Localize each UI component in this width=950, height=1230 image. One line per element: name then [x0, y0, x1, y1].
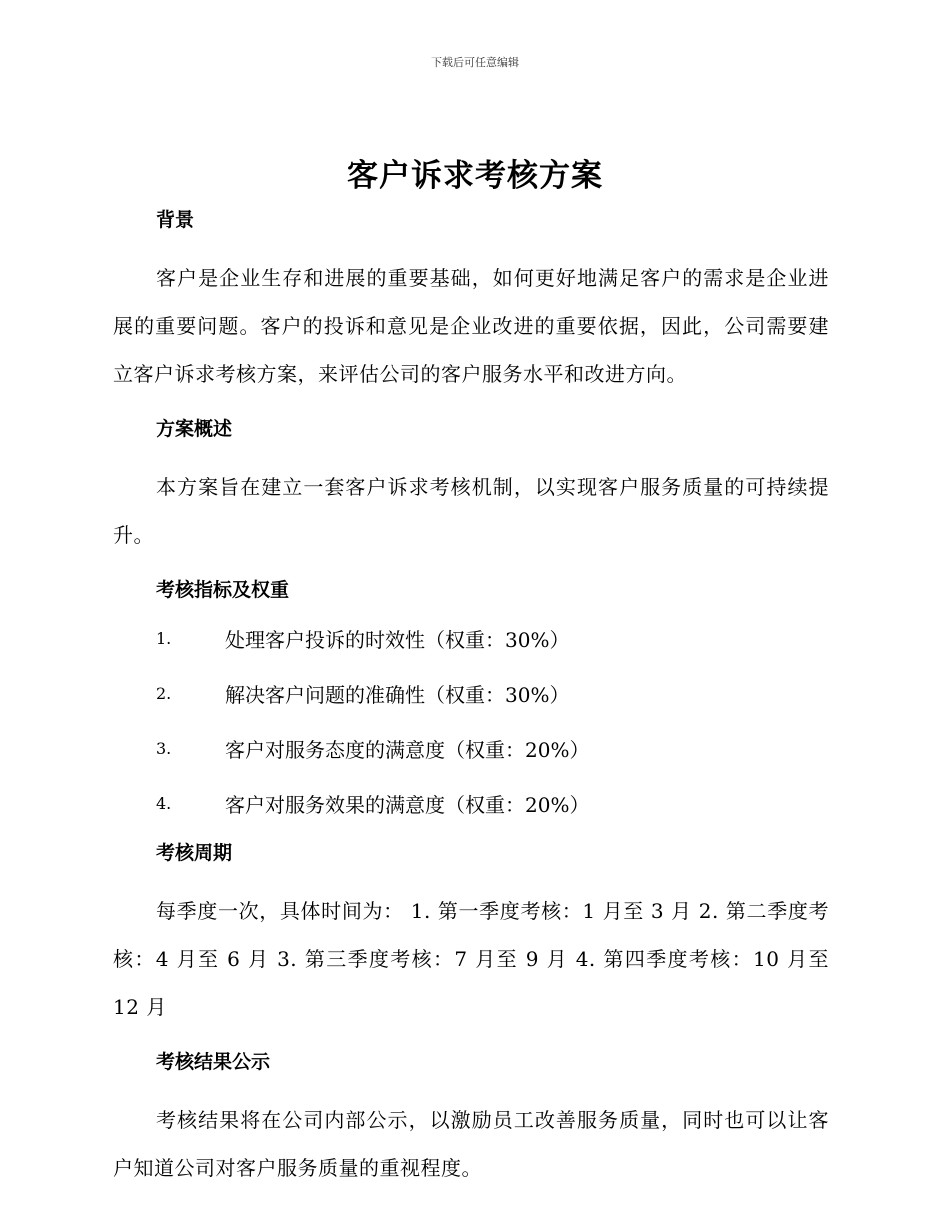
section-heading-overview: 方案概述: [156, 418, 233, 440]
list-item-text: 处理客户投诉的时效性（权重：30%）: [225, 628, 570, 652]
section-heading-indicators: 考核指标及权重: [156, 579, 290, 601]
document-title: 客户诉求考核方案: [347, 158, 603, 194]
header-note: 下载后可任意编辑: [431, 56, 519, 69]
section-paragraph-results: 考核结果将在公司内部公示，以激励员工改善服务质量，同时也可以让客户知道公司对客户服务质量的重视程度。: [113, 1108, 829, 1180]
list-item-number: 3.: [156, 739, 172, 758]
list-item: [156, 666, 829, 721]
list-item: [156, 611, 829, 666]
section-paragraph-cycle: 每季度一次，具体时间为： 1. 第一季度考核：1 月至 3 月 2. 第二季度考核：4 月至 6 月 3. 第三季度考核：7 月至 9 月 4. 第四季度考核：10 月至 12 月: [113, 899, 829, 1019]
section-heading-background: 背景: [156, 209, 195, 231]
list-item-text: 解决客户问题的准确性（权重：30%）: [225, 683, 570, 707]
document-body: [113, 204, 829, 1192]
list-item-number: 1.: [156, 629, 172, 648]
list-item: [156, 721, 829, 776]
indicator-list: [113, 611, 829, 831]
list-item-number: 2.: [156, 684, 172, 703]
list-item-number: 4.: [156, 794, 172, 813]
list-item-text: 客户对服务态度的满意度（权重：20%）: [225, 738, 590, 762]
list-item-text: 客户对服务效果的满意度（权重：20%）: [225, 793, 590, 817]
section-heading-results: 考核结果公示: [156, 1051, 271, 1073]
section-heading-cycle: 考核周期: [156, 842, 233, 864]
section-paragraph-background: 客户是企业生存和进展的重要基础，如何更好地满足客户的需求是企业进展的重要问题。客户的投诉和意见是企业改进的重要依据，因此，公司需要建立客户诉求考核方案，来评估公司的客户服务水平和改进方向。: [113, 266, 829, 386]
list-item: [156, 776, 829, 831]
section-paragraph-overview: 本方案旨在建立一套客户诉求考核机制，以实现客户服务质量的可持续提升。: [113, 475, 829, 547]
